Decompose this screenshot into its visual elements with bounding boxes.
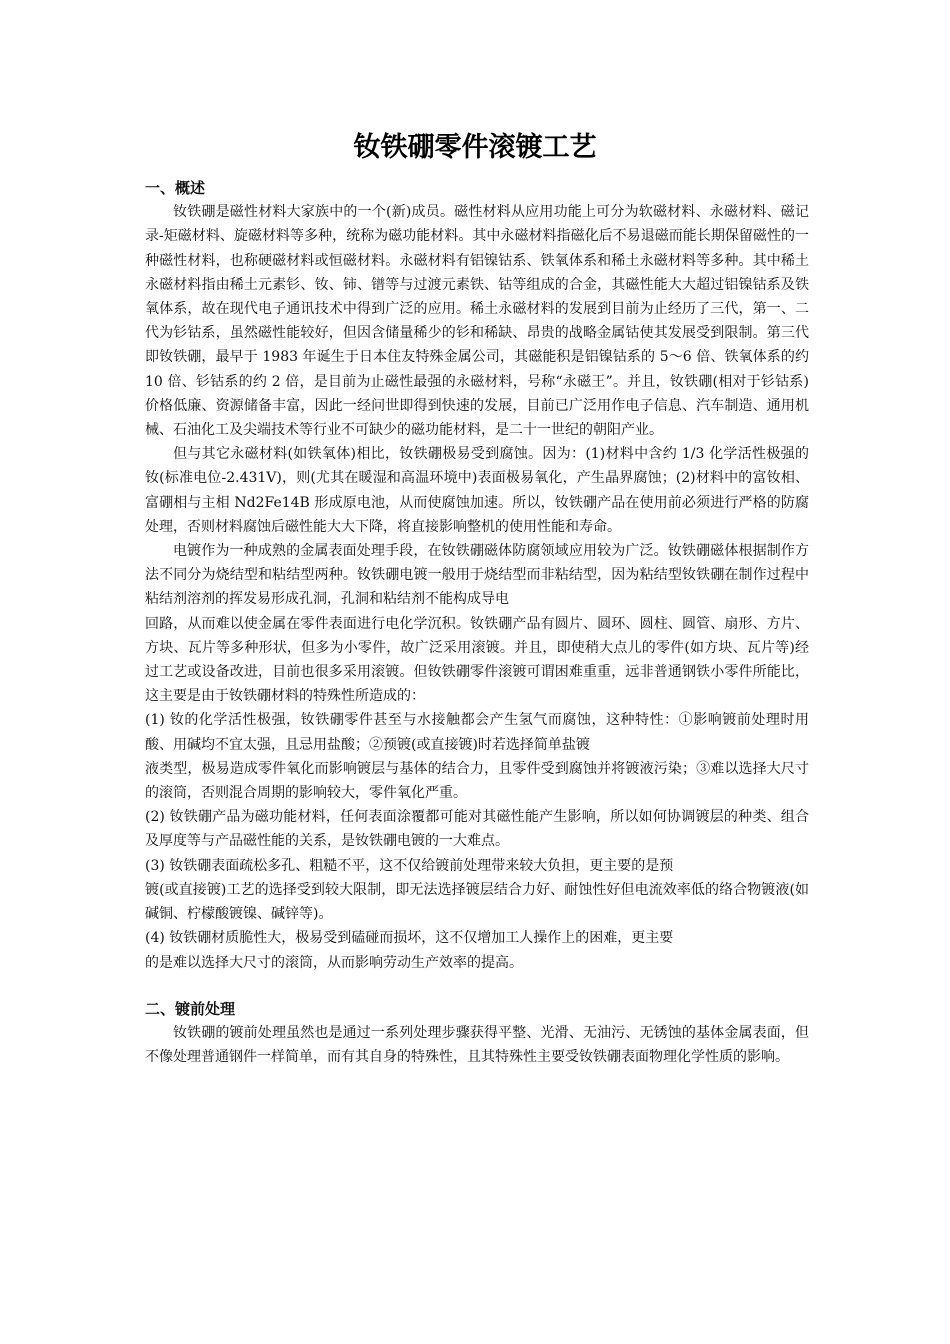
paragraph-line: (2) 钕铁硼产品为磁功能材料，任何表面涂覆都可能对其磁性能产生影响，所以如何协调镀层的种类、组合及厚度等与产品磁性能的关系，是钕铁硼电镀的一大难点。 [145,809,809,850]
paragraph-line: (1) 钕的化学活性极强，钕铁硼零件甚至与水接触都会产生氢气而腐蚀，这种特性：①影响镀前处理时用酸、用碱均不宜太强，且忌用盐酸；②预镀(或直接镀)时若选择简单盐镀 [145,712,809,753]
document-title: 钕铁硼零件滚镀工艺 [353,132,597,163]
paragraph-line: (4) 钕铁硼材质脆性大，极易受到磕碰而损坏，这不仅增加工人操作上的困难，更主要 [145,930,674,947]
paragraph-line: 镀(或直接镀)工艺的选择受到较大限制，即无法选择镀层结合力好、耐蚀性好但电流效率低的络合物镀液(如碱铜、柠檬酸镀镍、碱锌等)。 [145,881,809,923]
section-heading-overview: 一、概述 [145,179,206,197]
section-heading-pretreatment: 二、镀前处理 [145,999,236,1018]
paragraph-line: 液类型，极易造成零件氧化而影响镀层与基体的结合力，且零件受到腐蚀并将镀液污染；③难以选择大尺寸的滚筒，否则混合周期的影响较大，零件氧化严重。 [145,760,809,802]
document-body [145,176,809,1069]
paragraph: 钕铁硼是磁性材料大家族中的一个(新)成员。磁性材料从应用功能上可分为软磁材料、永磁材料、磁记录-矩磁材料、旋磁材料等多种，统称为磁功能材料。其中永磁材料指磁化后不易退磁而能长期保留磁性的一种磁性材料，也称硬磁材料或恒磁材料。永磁材料有铝镍钴系、铁氧体系和稀土永磁材料等多种。其中稀土永磁材料指由稀土元素钐、钕、铈、镨等与过渡元素铁、钴等组成的合金，其磁性能大大超过铝镍钴系及铁氧体系，故在现代电子通讯技术中得到广泛的应用。稀土永磁材料的发展到目前为止经历了三代，第一、二代为钐钴系，虽然磁性能较好，但因含储量稀少的钐和稀缺、昂贵的战略金属钴使其发展受到限制。第三代即钕铁硼，最早于 1983 年诞生于日本住友特殊金属公司，其磁能积是铝镍钴系的 5～6 倍、铁氧体系的约 10 倍、钐钴系的约 2 倍，是目前为止磁性最强的永磁材料，号称“永磁王”。并且，钕铁硼(相对于钐钴系)价格低廉、资源储备丰富，因此一经问世即得到快速的发展，目前已广泛用作电子信息、汽车制造、通用机械、石油化工及尖端技术等行业不可缺少的磁功能材料，是二十一世纪的朝阳产业。 [145,204,809,439]
paragraph: 电镀作为一种成熟的金属表面处理手段，在钕铁硼磁体防腐领域应用较为广泛。钕铁硼磁体根据制作方法不同分为烧结型和粘结型两种。钕铁硼电镀一般用于烧结型而非粘结型，因为粘结型钕铁硼在制作过程中粘结剂溶剂的挥发易形成孔洞，孔洞和粘结剂不能构成导电 [145,543,809,608]
paragraph-line: (3) 钕铁硼表面疏松多孔、粗糙不平，这不仅给镀前处理带来较大负担，更主要的是预 [145,857,674,874]
paragraph: 钕铁硼的镀前处理虽然也是通过一系列处理步骤获得平整、光滑、无油污、无锈蚀的基体金属表面，但不像处理普通钢件一样简单，而有其自身的特殊性，且其特殊性主要受钕铁硼表面物理化学性质的影响。 [145,1024,809,1066]
paragraph-line: 回路，从而难以使金属在零件表面进行电化学沉积。钕铁硼产品有圆片、圆环、圆柱、圆管、扇形、方片、方块、瓦片等多种形状，但多为小零件，故广泛采用滚镀。并且，即使稍大点儿的零件(如方块、瓦片等)经过工艺或设备改进，目前也很多采用滚镀。但钕铁硼零件滚镀可谓困难重重，远非普通钢铁小零件所能比，这主要是由于钕铁硼材料的特殊性所造成的： [145,615,809,705]
paragraph: 但与其它永磁材料(如铁氧体)相比，钕铁硼极易受到腐蚀。因为：(1)材料中含约 1/3 化学活性极强的钕(标准电位-2.431V)，则(尤其在暖湿和高温环境中)表面极易氧化，产生晶界腐蚀；(2)材料中的富钕相、富硼相与主相 Nd2Fe14B 形成原电池，从而使腐蚀加速。所以，钕铁硼产品在使用前必须进行严格的防腐处理，否则材料腐蚀后磁性能大大下降，将直接影响整机的使用性能和寿命。 [145,446,809,535]
section-spacer [145,975,809,997]
paragraph-line: 的是难以选择大尺寸的滚筒，从而影响劳动生产效率的提高。 [145,954,523,971]
